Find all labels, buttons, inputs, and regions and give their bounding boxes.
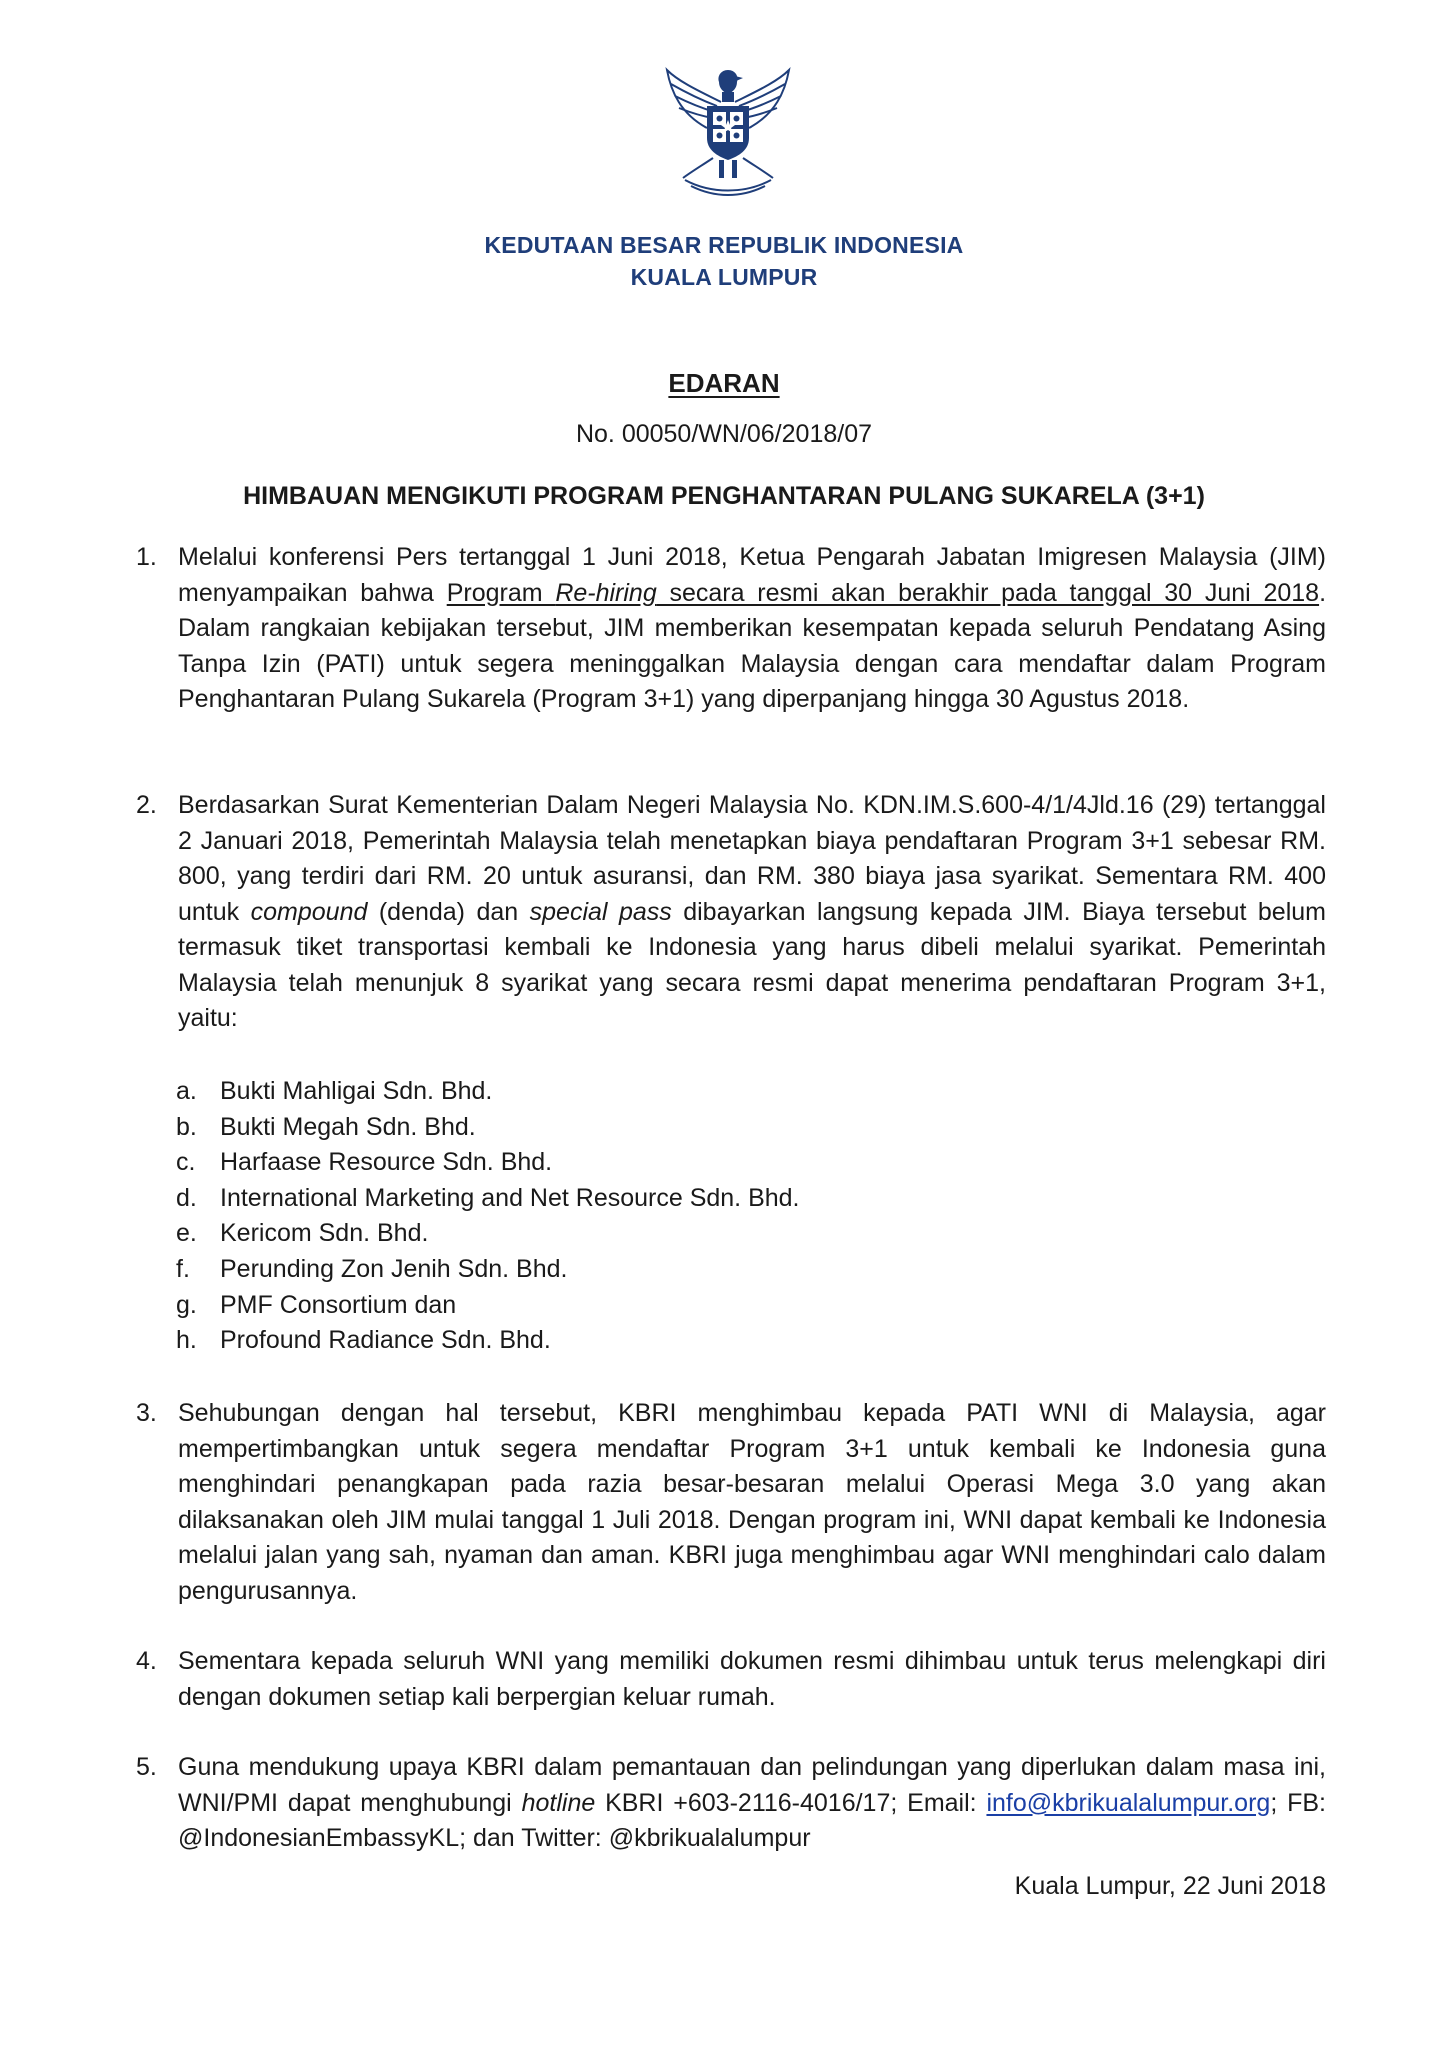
list-letter: a. — [176, 1077, 197, 1105]
company-name: International Marketing and Net Resource Sdn. Bhd. — [220, 1183, 800, 1212]
point-text-segment: . Dalam rangkaian kebijakan tersebut, JIM memberikan kesempatan kepada seluruh Pendatang Asing Tanpa Izin (PATI) untuk segera meninggalkan Malaysia dengan cara mendaftar dalam Program Penghantaran Pulang Sukarela (Program 3+1) yang diperpanjang hingga 30 Agustus 2018. — [178, 578, 1327, 713]
point-text-segment: KBRI +603-2116-4016/17; Email: — [595, 1788, 987, 1817]
italic-term: hotline — [521, 1788, 596, 1817]
embassy-city: KUALA LUMPUR — [630, 264, 818, 290]
point-text — [178, 540, 1326, 718]
italic-term: Re-hiring — [555, 578, 657, 607]
list-letter: e. — [176, 1219, 197, 1248]
point-number: 3. — [136, 1399, 157, 1427]
document-subject: HIMBAUAN MENGIKUTI PROGRAM PENGHANTARAN PULANG SUKARELA (3+1) — [243, 482, 1205, 510]
point-text-segment: Melalui konferensi Pers tertanggal 1 Juni 2018, Ketua Pengarah Jabatan Imigresen Malaysia (JIM) menyampaikan bahwa — [178, 543, 1326, 607]
garuda-emblem-icon — [661, 62, 795, 204]
point-number: 5. — [136, 1753, 157, 1781]
point-text-segment: Guna mendukung upaya KBRI dalam pemantauan dan pelindungan yang diperlukan dalam masa ini, WNI/PMI dapat menghubungi — [178, 1753, 1326, 1817]
company-name: PMF Consortium dan — [220, 1290, 457, 1319]
place-date: Kuala Lumpur, 22 Juni 2018 — [1014, 1872, 1326, 1900]
document-type: EDARAN — [668, 368, 780, 398]
point-text-segment: (denda) dan — [367, 897, 530, 926]
italic-term: compound — [250, 897, 368, 926]
company-name: Bukti Megah Sdn. Bhd. — [220, 1112, 476, 1141]
italic-term: special pass — [529, 897, 672, 926]
point-1 — [136, 540, 1326, 718]
company-name: Perunding Zon Jenih Sdn. Bhd. — [220, 1254, 568, 1283]
document-number: No. 00050/WN/06/2018/07 — [575, 420, 873, 448]
point-text-segment: secara resmi akan berakhir pada tanggal 30 Juni 2018 — [656, 578, 1320, 607]
embassy-name: KEDUTAAN BESAR REPUBLIK INDONESIA — [484, 232, 964, 258]
company-name: Harfaase Resource Sdn. Bhd. — [220, 1148, 553, 1177]
point-text: Sehubungan dengan hal tersebut, KBRI menghimbau kepada PATI WNI di Malaysia, agar mempertimbangkan untuk segera mendaftar Program 3+1 untuk kembali ke Indonesia guna menghindari penangkapan pada razia besar-besaran melalui Operasi Mega 3.0 yang akan dilaksanakan oleh JIM mulai tanggal 1 Juli 2018. Dengan program ini, WNI dapat kembali ke Indonesia melalui jalan yang sah, nyaman dan aman. KBRI juga menghimbau agar WNI menghindari calo dalam pengurusannya. — [178, 1399, 1326, 1605]
point-number: 1. — [136, 543, 157, 571]
point-5 — [136, 1750, 1326, 1857]
point-text — [178, 1750, 1326, 1857]
list-letter: f. — [176, 1254, 190, 1283]
list-letter: h. — [176, 1326, 197, 1355]
point-text-segment: Berdasarkan Surat Kementerian Dalam Negeri Malaysia No. KDN.IM.S.600-4/1/4Jld.16 (29) tertanggal 2 Januari 2018, Pemerintah Malaysia telah menetapkan biaya pendaftaran Program 3+1 sebesar RM. 800, yang terdiri dari RM. 20 untuk asuransi, dan RM. 380 biaya jasa syarikat. Sementara RM. 400 untuk — [178, 791, 1326, 926]
company-name: Kericom Sdn. Bhd. — [220, 1219, 429, 1248]
point-text: Sementara kepada seluruh WNI yang memiliki dokumen resmi dihimbau untuk terus melengkapi diri dengan dokumen setiap kali berpergian keluar rumah. — [178, 1647, 1326, 1711]
point-4 — [136, 1644, 1326, 1715]
list-letter: g. — [176, 1290, 197, 1319]
point-text-segment: ; FB: @IndonesianEmbassyKL; dan Twitter: @kbrikualalumpur — [178, 1788, 1326, 1852]
point-number: 2. — [136, 791, 157, 819]
point-text-segment: dibayarkan langsung kepada JIM. Biaya tersebut belum termasuk tiket transportasi kembali ke Indonesia yang harus dibeli melalui syarikat. Pemerintah Malaysia telah menunjuk 8 syarikat yang secara resmi dapat menerima pendaftaran Program 3+1, yaitu: — [178, 897, 1326, 1032]
list-letter: b. — [176, 1112, 197, 1141]
company-name: Profound Radiance Sdn. Bhd. — [220, 1326, 551, 1355]
list-letter: c. — [176, 1148, 196, 1177]
underlined-text — [447, 579, 1319, 607]
list-letter: d. — [176, 1183, 197, 1212]
point-number: 4. — [136, 1647, 157, 1675]
point-3 — [136, 1396, 1326, 1609]
point-text — [178, 788, 1326, 1037]
email-link[interactable]: info@kbrikualalumpur.org — [986, 1788, 1271, 1817]
point-text-segment: Program — [446, 578, 556, 607]
company-name: Bukti Mahligai Sdn. Bhd. — [220, 1077, 493, 1105]
point-2 — [136, 788, 1326, 1037]
